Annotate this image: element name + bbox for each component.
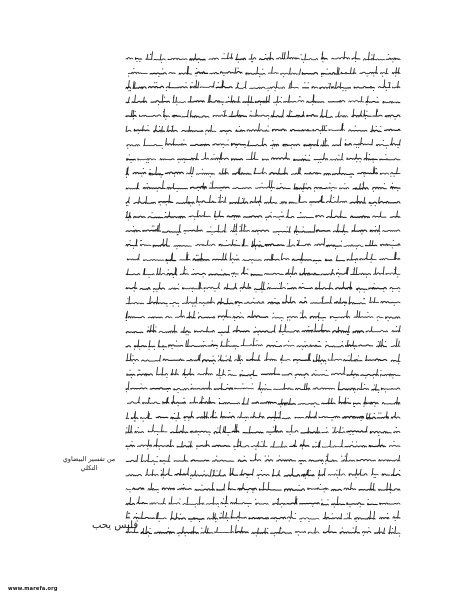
- manuscript-line: [126, 109, 400, 120]
- manuscript-line: [126, 295, 400, 307]
- manuscript-line: [126, 482, 400, 494]
- manuscript-line: [126, 310, 400, 321]
- manuscript-folio: [124, 46, 404, 564]
- manuscript-line: [126, 410, 400, 422]
- source-url: www.marefa.org: [8, 586, 58, 592]
- manuscript-line: [126, 282, 400, 293]
- manuscript-line: [126, 352, 400, 364]
- manuscript-line: [127, 152, 400, 163]
- margin-note: من تفسير البيضاوي التكلي: [62, 455, 116, 472]
- manuscript-line: [126, 238, 400, 249]
- manuscript-line: [127, 138, 400, 149]
- manuscript-line: [126, 180, 400, 192]
- catchword: فليس يحب: [92, 520, 139, 531]
- manuscript-line: [126, 468, 400, 479]
- manuscript-line: [126, 439, 400, 450]
- manuscript-line: [126, 324, 400, 336]
- manuscript-line: [127, 367, 400, 379]
- manuscript-line: [126, 525, 400, 537]
- manuscript-line: [126, 123, 400, 135]
- manuscript-line: [126, 267, 400, 278]
- manuscript-line: [126, 496, 400, 508]
- handwritten-lines: [124, 50, 402, 538]
- manuscript-text-block: [124, 50, 402, 538]
- manuscript-line: [126, 382, 400, 393]
- manuscript-line: [126, 338, 400, 350]
- manuscript-line: [126, 80, 400, 92]
- manuscript-line: [126, 95, 400, 106]
- manuscript-line: [126, 224, 400, 236]
- manuscript-line: [126, 510, 400, 522]
- manuscript-line: [126, 51, 400, 63]
- manuscript-line: [126, 453, 400, 464]
- manuscript-line: [126, 424, 400, 436]
- manuscript-line: [126, 210, 400, 221]
- manuscript-line: [126, 167, 400, 178]
- manuscript-line: [127, 395, 400, 407]
- manuscript-line: [127, 252, 400, 264]
- manuscript-line: [128, 66, 400, 77]
- manuscript-line: [126, 195, 400, 207]
